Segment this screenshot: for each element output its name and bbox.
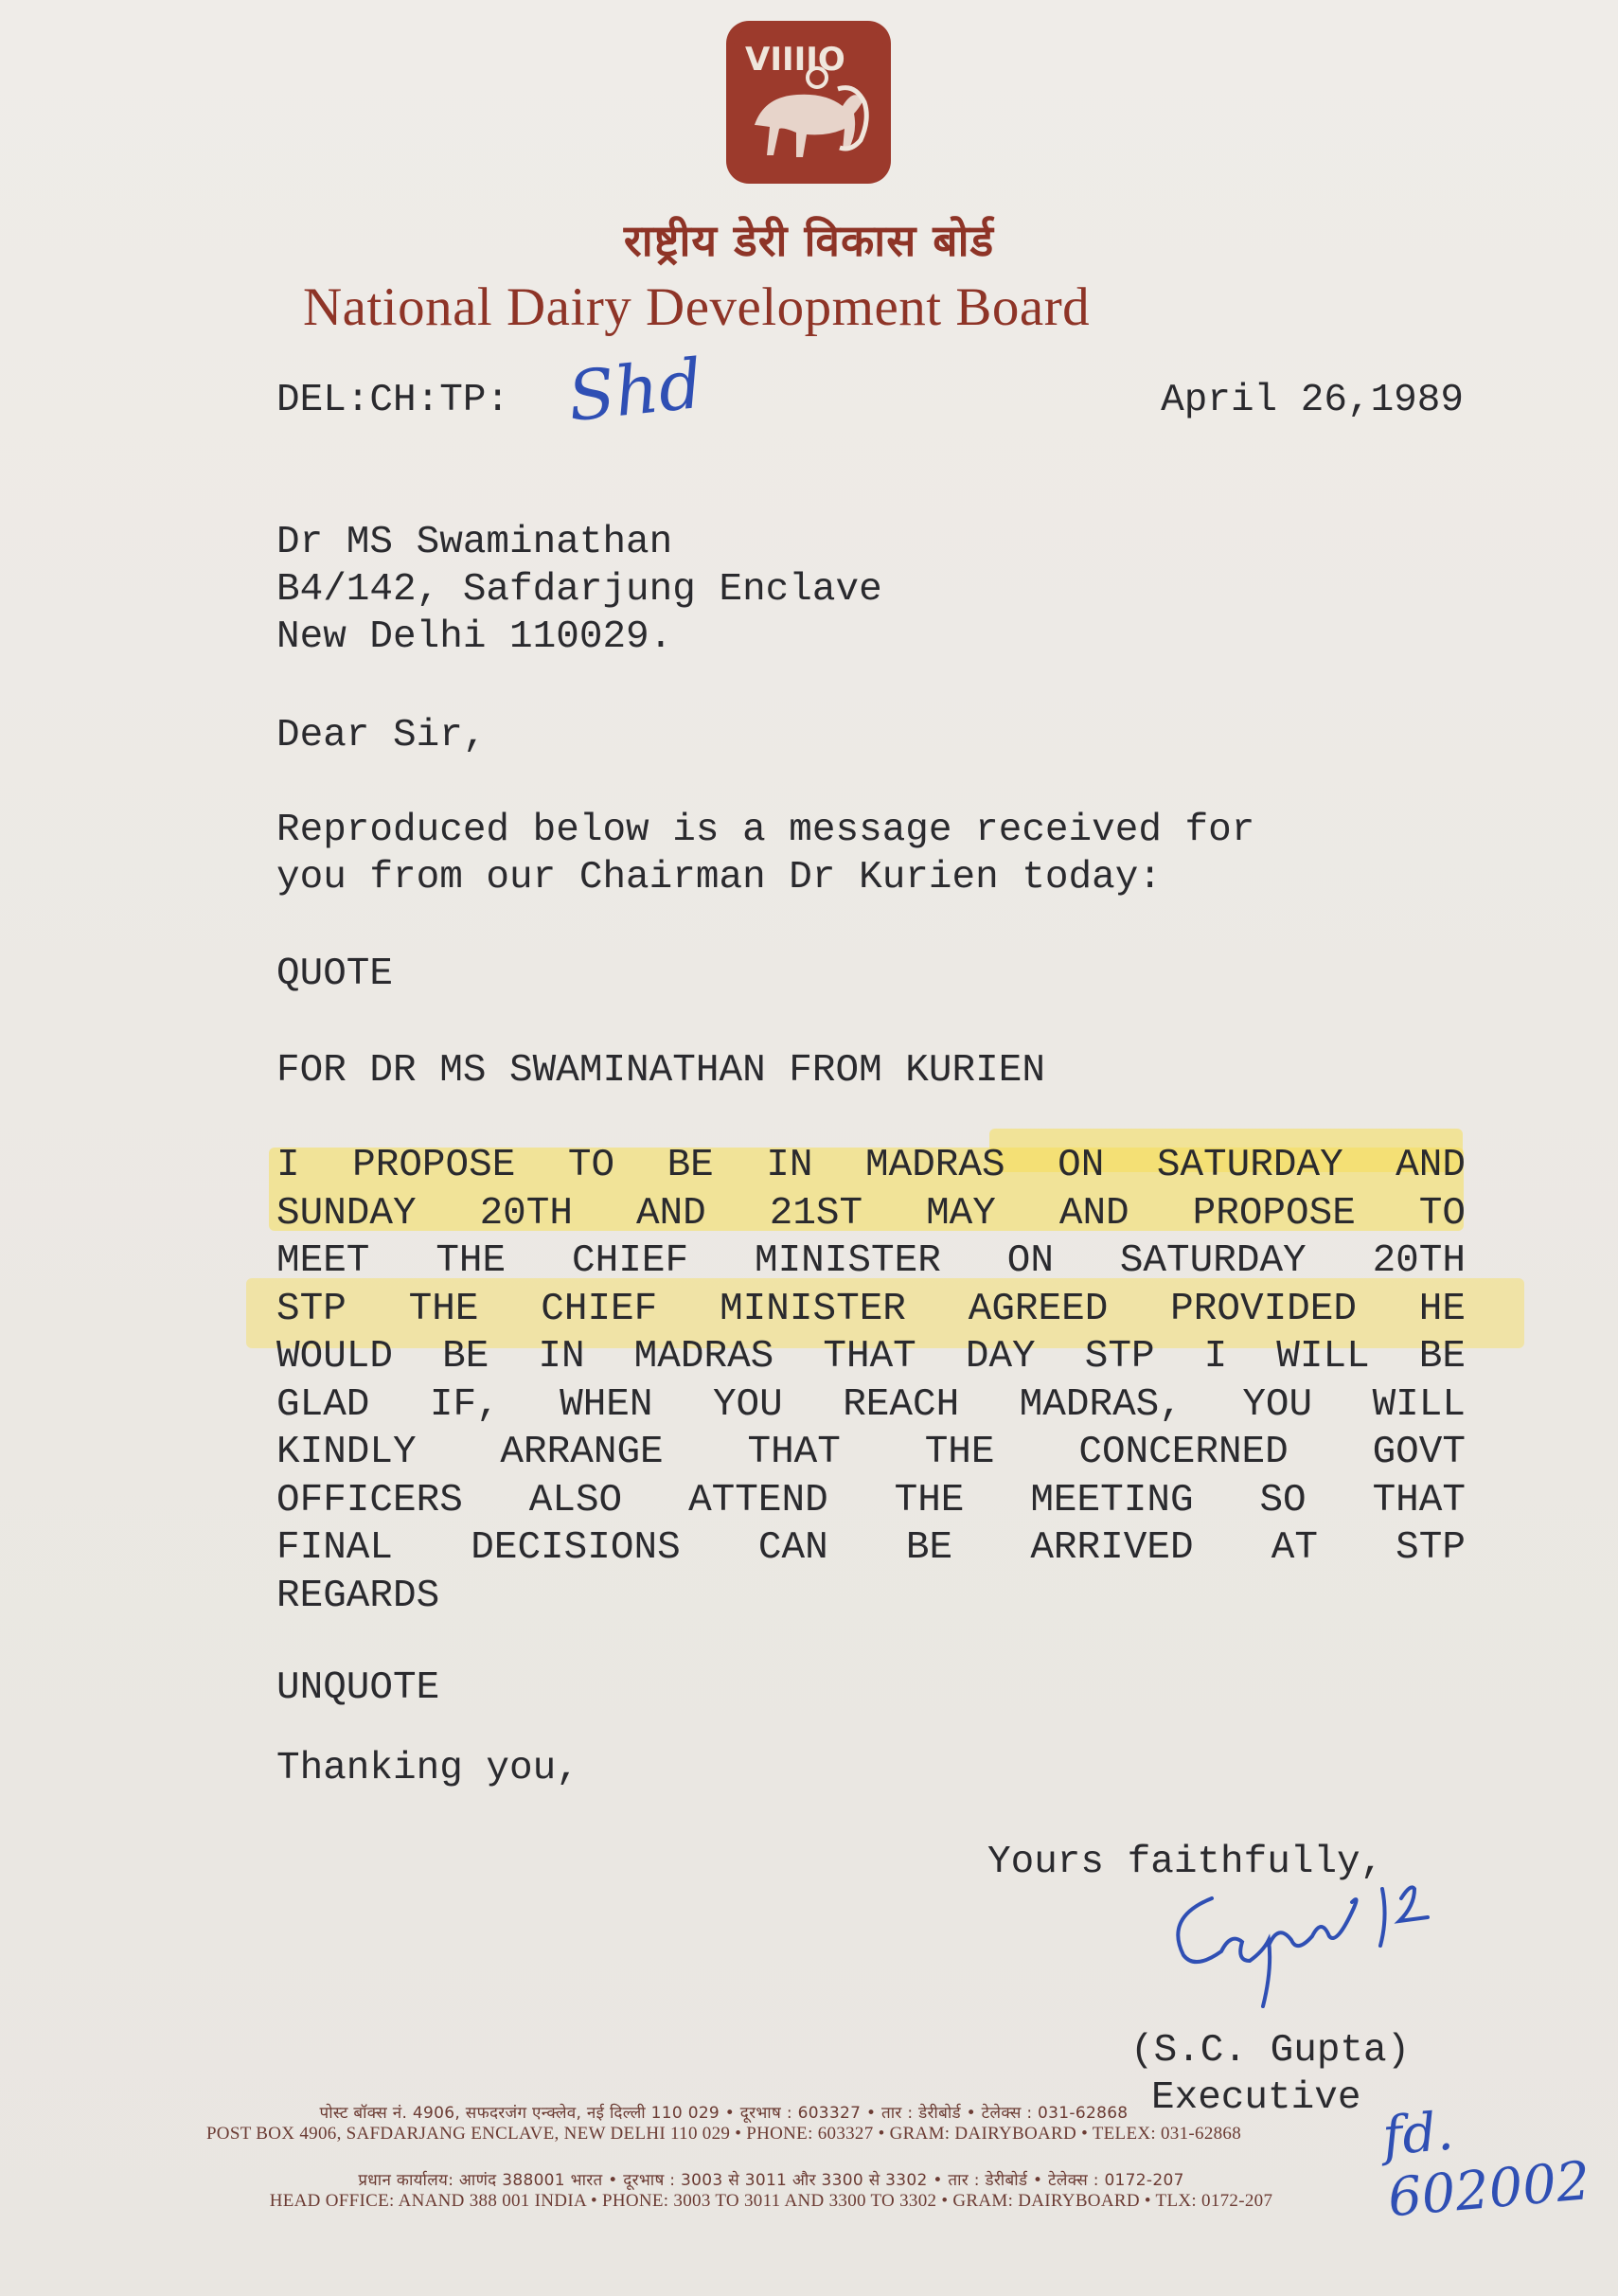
org-name-hindi: राष्ट्रीय डेरी विकास बोर्ड (623, 215, 995, 266)
thanks-line: Thanking you, (276, 1747, 579, 1790)
handwritten-note: fd. 602002 (1379, 2100, 1593, 2230)
nddb-logo (726, 21, 891, 184)
message-line: I PROPOSE TO BE IN MADRAS ON SATURDAY AND (276, 1144, 1466, 1187)
logo-lettering: VIIIIO (745, 41, 845, 79)
unquote-marker: UNQUOTE (276, 1666, 440, 1710)
intro-paragraph: Reproduced below is a message received for you from our Chairman Dr Kurien today: (276, 809, 1255, 899)
footer-address: POST BOX 4906, SAFDARJANG ENCLAVE, NEW DELHI 110 029 • PHONE: 603327 • GRAM: DAIRYBOARD • TELEX: 031-62868 (205, 2124, 1242, 2144)
message-line: MEET THE CHIEF MINISTER ON SATURDAY 20TH (276, 1239, 1466, 1283)
message-line: OFFICERS ALSO ATTEND THE MEETING SO THAT (276, 1478, 1466, 1522)
message-line: FINAL DECISIONS CAN BE ARRIVED AT STP (276, 1526, 1466, 1570)
footer-head-office: HEAD OFFICE: ANAND 388 001 INDIA • PHONE: 3003 TO 3011 AND 3300 TO 3302 • GRAM: DAIRYBOARD • TLX: 0172-207 (269, 2191, 1273, 2211)
quote-marker: QUOTE (276, 952, 394, 996)
message-line: KINDLY ARRANGE THAT THE CONCERNED GOVT (276, 1431, 1466, 1474)
signer-title: Executive (1151, 2076, 1361, 2120)
message-line: SUNDAY 20TH AND 21ST MAY AND PROPOSE TO (276, 1191, 1466, 1236)
reference-number: DEL:CH:TP: (276, 379, 510, 422)
salutation: Dear Sir, (276, 714, 487, 757)
message-line: REGARDS (276, 1574, 440, 1618)
message-heading: FOR DR MS SWAMINATHAN FROM KURIEN (276, 1049, 1045, 1093)
footer-head-office-hindi: प्रधान कार्यालय: आणंद 388001 भारत • दूरभाष : 3003 से 3011 और 3300 से 3302 • तार : डेरीबोर्ड • टेलेक्स : 0172-207 (358, 2171, 1184, 2190)
recipient-address: Dr MS Swaminathan B4/142, Safdarjung Enclave New Delhi 110029. (276, 521, 882, 659)
handwritten-initials: Shd (563, 343, 706, 437)
cow-seal-icon (726, 21, 891, 184)
letter-date: April 26,1989 (1161, 379, 1464, 422)
closing: Yours faithfully, (987, 1841, 1384, 1884)
message-body (276, 1142, 1466, 1620)
footer-address-hindi: पोस्ट बॉक्स नं. 4906, सफदरजंग एन्क्लेव, नई दिल्ली 110 029 • दूरभाष : 603327 • तार : डेरीबोर्ड • टेलेक्स : 031-62868 (319, 2104, 1129, 2123)
message-line: WOULD BE IN MADRAS THAT DAY STP I WILL BE (276, 1335, 1466, 1379)
signature-image (1127, 1860, 1543, 2031)
message-line: GLAD IF, WHEN YOU REACH MADRAS, YOU WILL (276, 1382, 1466, 1427)
signer-name: (S.C. Gupta) (1130, 2029, 1411, 2073)
org-name: National Dairy Development Board (303, 277, 1091, 337)
message-line: STP THE CHIEF MINISTER AGREED PROVIDED HE (276, 1287, 1466, 1331)
